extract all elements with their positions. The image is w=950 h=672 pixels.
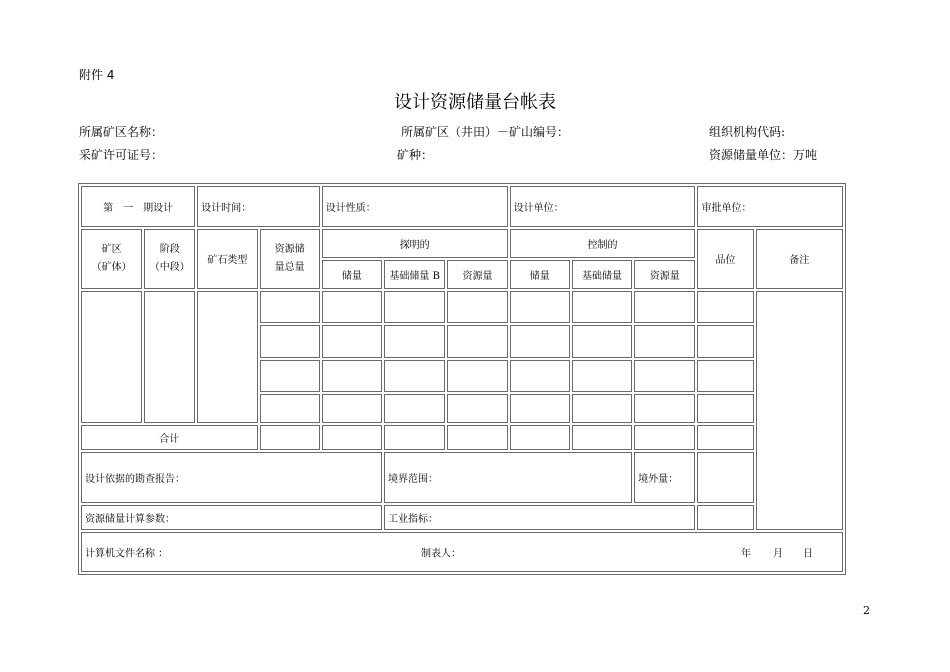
data-cell[interactable] xyxy=(322,325,382,357)
data-cell[interactable] xyxy=(510,394,570,423)
data-cell[interactable] xyxy=(572,325,632,357)
data-row xyxy=(81,394,843,423)
ore-block-cell[interactable] xyxy=(81,291,142,423)
data-cell[interactable] xyxy=(260,394,320,423)
license-number-label: 采矿许可证号： xyxy=(79,148,164,162)
page-number: 2 xyxy=(863,604,870,617)
total-cell[interactable] xyxy=(260,425,320,450)
data-cell[interactable] xyxy=(697,394,753,423)
report-row xyxy=(81,452,843,503)
day-label: 日 xyxy=(803,548,813,560)
controlled-reserve-header: 储量 xyxy=(510,260,570,289)
total-cell[interactable] xyxy=(510,425,570,450)
data-row xyxy=(81,325,843,357)
mineral-type-label: 矿种： xyxy=(397,148,434,162)
data-cell[interactable] xyxy=(384,325,445,357)
reserve-unit-label: 资源储量单位：万吨 xyxy=(709,148,818,162)
outside-boundary-cell[interactable]: 境外量： xyxy=(634,452,695,503)
design-unit-cell[interactable]: 设计单位： xyxy=(510,186,696,227)
ore-type-cell[interactable] xyxy=(197,291,257,423)
total-reserve-header: 资源储 量总量 xyxy=(260,229,320,289)
total-cell[interactable] xyxy=(384,425,445,450)
industrial-index-cell[interactable]: 工业指标： xyxy=(384,505,695,530)
data-cell[interactable] xyxy=(447,394,507,423)
stage-header: 阶段 （中段） xyxy=(144,229,195,289)
data-cell[interactable] xyxy=(384,394,445,423)
proven-reserve-header: 储量 xyxy=(322,260,382,289)
signature-row xyxy=(81,532,843,572)
data-cell[interactable] xyxy=(572,291,632,323)
proven-base-reserve-header: 基础储量 B xyxy=(384,260,445,289)
params-row xyxy=(81,505,843,530)
ore-type-header: 矿石类型 xyxy=(197,229,257,289)
grade-header: 品位 xyxy=(697,229,753,289)
annex-label: 附件 4 xyxy=(79,68,115,82)
index-value-cell[interactable] xyxy=(697,505,753,530)
org-code-label: 组织机构代码: xyxy=(709,125,786,139)
controlled-header: 控制的 xyxy=(510,229,696,258)
remarks-header: 备注 xyxy=(756,229,843,289)
header-row-1 xyxy=(81,229,843,258)
data-cell[interactable] xyxy=(384,291,445,323)
mine-code-label: 所属矿区（井田）－矿山编号： xyxy=(401,125,570,139)
total-cell[interactable] xyxy=(322,425,382,450)
year-label: 年 xyxy=(741,548,751,560)
month-label: 月 xyxy=(773,548,783,560)
controlled-resource-header: 资源量 xyxy=(634,260,695,289)
data-cell[interactable] xyxy=(510,291,570,323)
total-label-cell: 合计 xyxy=(81,425,258,450)
total-row xyxy=(81,425,843,450)
design-phase-cell: 第 一 期设计 xyxy=(81,186,195,227)
data-cell[interactable] xyxy=(510,325,570,357)
data-cell[interactable] xyxy=(260,291,320,323)
ore-block-header: 矿区 （矿体） xyxy=(81,229,142,289)
document-title: 设计资源储量台帐表 xyxy=(394,92,556,113)
data-cell[interactable] xyxy=(697,291,753,323)
data-cell[interactable] xyxy=(634,325,695,357)
signature-cell xyxy=(81,532,843,572)
data-cell[interactable] xyxy=(260,325,320,357)
data-cell[interactable] xyxy=(697,325,753,357)
boundary-cell[interactable]: 境界范围： xyxy=(384,452,632,503)
total-cell[interactable] xyxy=(447,425,507,450)
total-cell[interactable] xyxy=(572,425,632,450)
design-time-cell[interactable]: 设计时间： xyxy=(197,186,320,227)
data-cell[interactable] xyxy=(634,291,695,323)
data-cell[interactable] xyxy=(572,394,632,423)
file-name-label: 计算机文件名称 ： xyxy=(85,548,169,560)
design-info-row xyxy=(81,186,843,227)
approval-unit-cell[interactable]: 审批单位： xyxy=(697,186,843,227)
total-cell[interactable] xyxy=(697,425,753,450)
data-cell[interactable] xyxy=(447,291,507,323)
proven-resource-header: 资源量 xyxy=(447,260,507,289)
data-cell[interactable] xyxy=(697,360,753,392)
data-cell[interactable] xyxy=(322,291,382,323)
total-cell[interactable] xyxy=(634,425,695,450)
calc-params-cell[interactable]: 资源储量计算参数： xyxy=(81,505,382,530)
stage-cell[interactable] xyxy=(144,291,195,423)
outside-boundary-value-cell[interactable] xyxy=(697,452,753,503)
data-row xyxy=(81,291,843,323)
prepared-by-label: 制表人： xyxy=(421,548,461,560)
data-row xyxy=(81,360,843,392)
data-cell[interactable] xyxy=(260,360,320,392)
data-cell[interactable] xyxy=(634,394,695,423)
mining-area-name-label: 所属矿区名称： xyxy=(79,125,164,139)
data-cell[interactable] xyxy=(447,360,507,392)
design-nature-cell[interactable]: 设计性质： xyxy=(322,186,508,227)
data-cell[interactable] xyxy=(322,394,382,423)
data-cell[interactable] xyxy=(634,360,695,392)
data-cell[interactable] xyxy=(510,360,570,392)
reserve-ledger-table xyxy=(78,183,846,575)
data-cell[interactable] xyxy=(384,360,445,392)
controlled-base-reserve-header: 基础储量 xyxy=(572,260,632,289)
data-cell[interactable] xyxy=(447,325,507,357)
data-cell[interactable] xyxy=(572,360,632,392)
remarks-cell[interactable] xyxy=(756,291,843,530)
data-cell[interactable] xyxy=(322,360,382,392)
exploration-report-cell[interactable]: 设计依据的勘查报告： xyxy=(81,452,382,503)
proven-header: 探明的 xyxy=(322,229,508,258)
